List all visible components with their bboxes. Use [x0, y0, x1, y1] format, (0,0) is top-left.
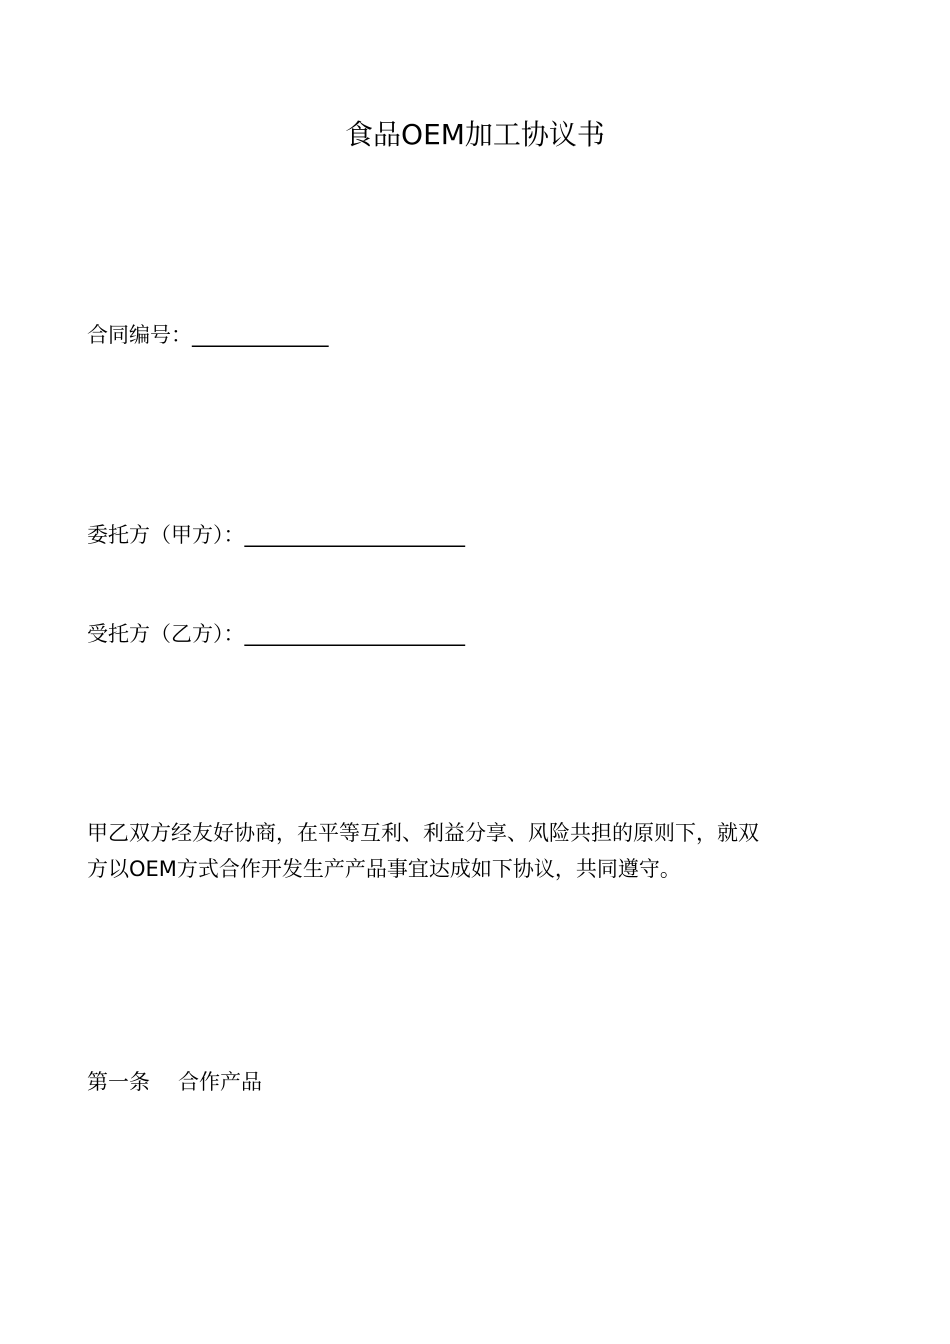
- intro-line-2: 方以OEM方式合作开发生产产品事宜达成如下协议，共同遵守。: [87, 857, 681, 881]
- document-title: 食品OEM加工协议书: [345, 118, 605, 151]
- party-b-label: 受托方（乙方）：: [87, 622, 245, 646]
- contract-number-label: 合同编号：: [87, 323, 192, 347]
- article-1-heading: [87, 1067, 262, 1097]
- intro-paragraph: [87, 815, 867, 887]
- article-1-title: 合作产品: [178, 1070, 262, 1094]
- party-b-blank: _____________________: [244, 622, 465, 646]
- intro-line-1: 甲乙双方经友好协商，在平等互利、利益分享、风险共担的原则下，就双: [87, 821, 759, 845]
- contract-number-line: [87, 320, 329, 350]
- party-a-line: [87, 520, 465, 550]
- article-1-number: 第一条: [87, 1070, 150, 1094]
- party-a-label: 委托方（甲方）：: [87, 523, 245, 547]
- contract-number-blank: _____________: [192, 323, 329, 347]
- party-b-line: [87, 619, 465, 649]
- party-a-blank: _____________________: [244, 523, 465, 547]
